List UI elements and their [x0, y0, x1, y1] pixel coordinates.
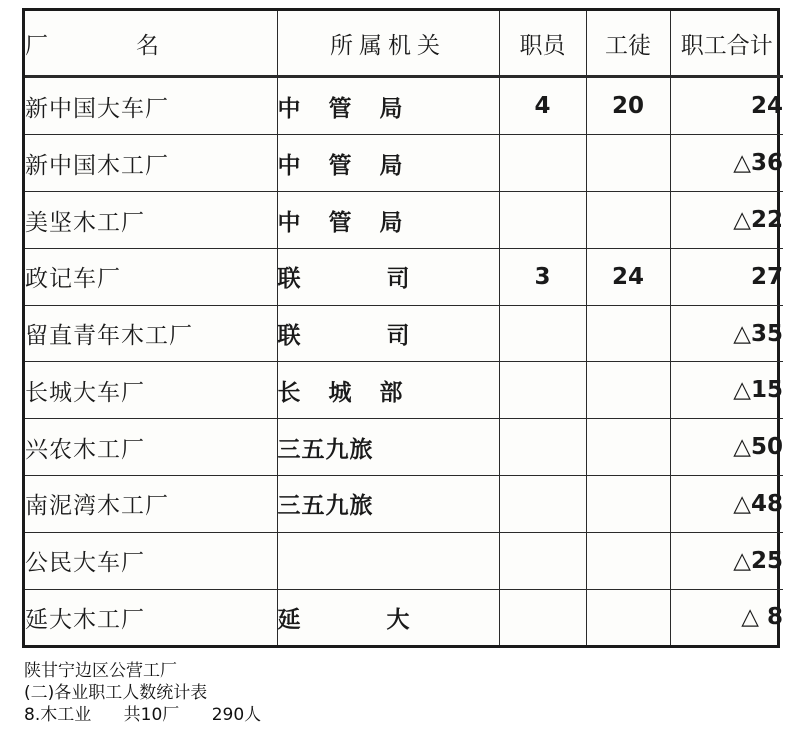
table-row [25, 305, 783, 362]
header-factory-name: 厂名 [25, 11, 277, 77]
staff-cell [499, 419, 586, 476]
agency-cell: 中管局 [277, 77, 499, 135]
factory-name-cell: 兴农木工厂 [25, 419, 277, 476]
table-row [25, 362, 783, 419]
table-row [25, 532, 783, 589]
apprentice-cell [586, 532, 670, 589]
apprentice-cell [586, 362, 670, 419]
factory-name-cell: 新中国木工厂 [25, 135, 277, 192]
agency-cell: 三五九旅 [277, 419, 499, 476]
agency-cell: 联司 [277, 305, 499, 362]
header-agency: 所属机关 [277, 11, 499, 77]
factory-name-cell: 留直青年木工厂 [25, 305, 277, 362]
total-cell: △15 [670, 362, 783, 419]
table-row [25, 419, 783, 476]
total-cell: △36 [670, 135, 783, 192]
agency-cell: 延大 [277, 589, 499, 645]
staff-cell [499, 192, 586, 249]
total-cell: △48 [670, 476, 783, 533]
table-row [25, 192, 783, 249]
apprentice-cell [586, 589, 670, 645]
agency-cell [277, 532, 499, 589]
apprentice-cell [586, 192, 670, 249]
agency-cell: 中管局 [277, 192, 499, 249]
apprentice-cell [586, 305, 670, 362]
header-apprentice: 工徒 [586, 11, 670, 77]
agency-cell: 三五九旅 [277, 476, 499, 533]
statistics-table [25, 11, 783, 645]
total-cell: △22 [670, 192, 783, 249]
factory-name-cell: 公民大车厂 [25, 532, 277, 589]
apprentice-cell: 24 [586, 248, 670, 305]
header-total: 职工合计 [670, 11, 783, 77]
statistics-table-frame [22, 8, 783, 648]
factory-name-cell: 长城大车厂 [25, 362, 277, 419]
caption-summary: 8.木工业 共10厂 290人 [24, 705, 262, 725]
apprentice-cell [586, 419, 670, 476]
staff-cell [499, 589, 586, 645]
staff-cell: 4 [499, 77, 586, 135]
staff-cell [499, 362, 586, 419]
agency-cell: 中管局 [277, 135, 499, 192]
staff-cell [499, 305, 586, 362]
apprentice-cell [586, 476, 670, 533]
factory-name-cell: 南泥湾木工厂 [25, 476, 277, 533]
staff-cell [499, 135, 586, 192]
total-cell: △25 [670, 532, 783, 589]
table-row [25, 77, 783, 135]
agency-cell: 联司 [277, 248, 499, 305]
total-cell: △35 [670, 305, 783, 362]
table-row [25, 248, 783, 305]
table-caption [24, 660, 261, 726]
caption-title: 陕甘宁边区公营工厂 [24, 661, 177, 681]
caption-subtitle: (二)各业职工人数统计表 [24, 683, 208, 703]
staff-cell [499, 476, 586, 533]
total-cell: △50 [670, 419, 783, 476]
total-cell: △ 8 [670, 589, 783, 645]
factory-name-cell: 延大木工厂 [25, 589, 277, 645]
staff-cell: 3 [499, 248, 586, 305]
factory-name-cell: 新中国大车厂 [25, 77, 277, 135]
factory-name-cell: 政记车厂 [25, 248, 277, 305]
apprentice-cell: 20 [586, 77, 670, 135]
header-staff: 职员 [499, 11, 586, 77]
header-row [25, 11, 783, 77]
agency-cell: 长城部 [277, 362, 499, 419]
table-row [25, 589, 783, 645]
staff-cell [499, 532, 586, 589]
table-row [25, 476, 783, 533]
total-cell: 24 [670, 77, 783, 135]
total-cell: 27 [670, 248, 783, 305]
table-row [25, 135, 783, 192]
apprentice-cell [586, 135, 670, 192]
factory-name-cell: 美坚木工厂 [25, 192, 277, 249]
